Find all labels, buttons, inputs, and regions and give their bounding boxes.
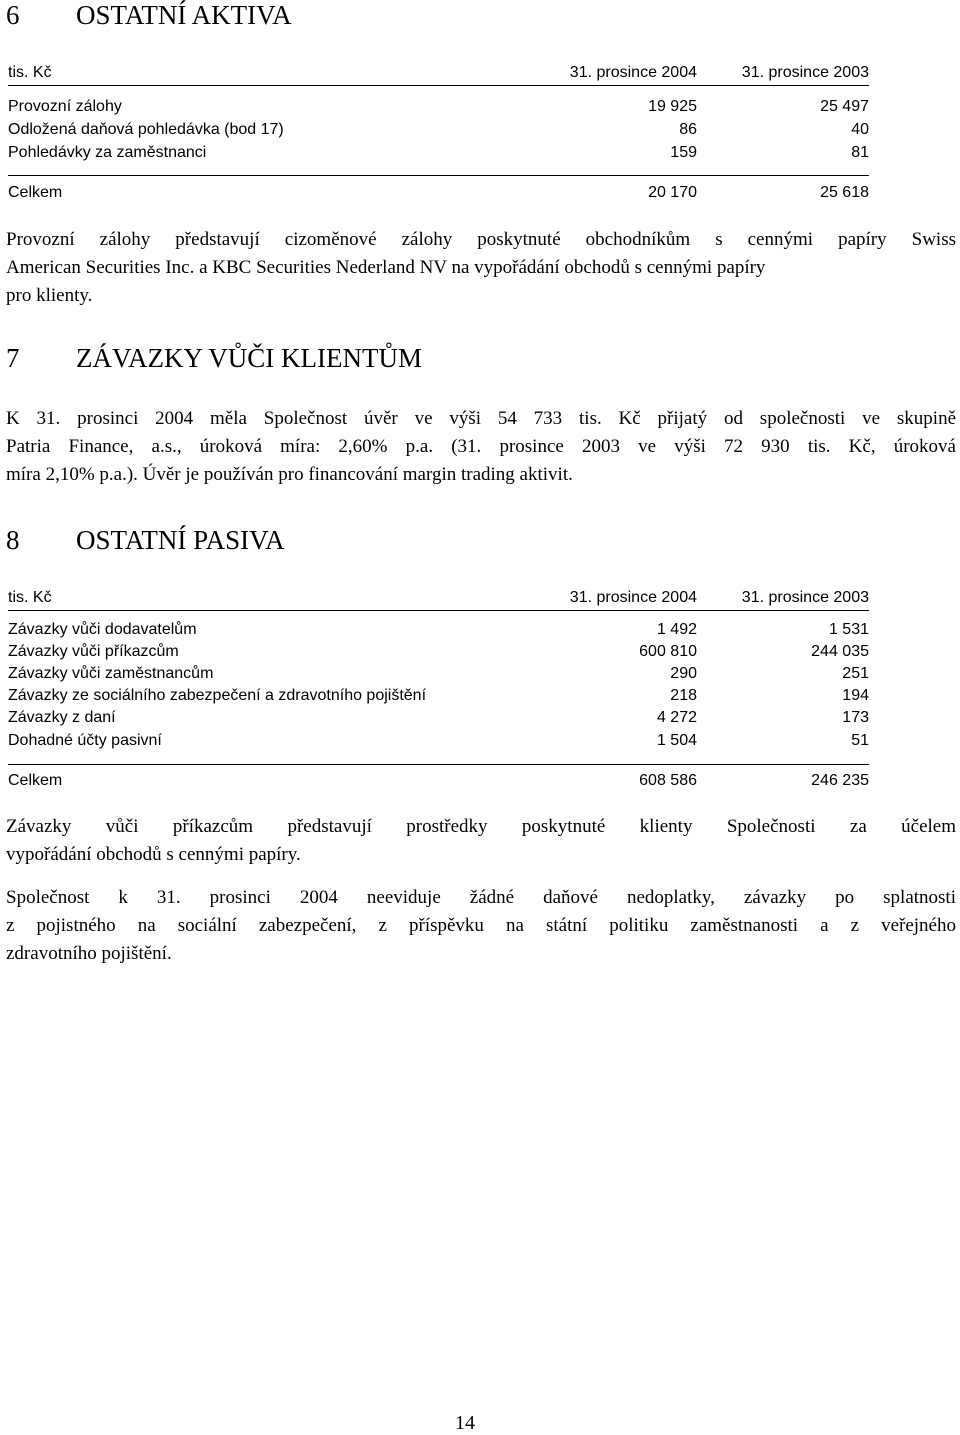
table-row: Závazky z daní 4 272 173 <box>8 709 869 726</box>
section-number: 6 <box>6 0 20 30</box>
table-header <box>8 589 869 609</box>
section-6-paragraph: Provozní zálohy představují cizoměnové zálohy poskytnuté obchodníkům s cennými papíry Swiss American Securities Inc. a KBC Securities Nederland NV na vypořádání obchodů s cennými papíry pro klienty. <box>6 229 956 306</box>
column-header-2004: 31. prosince 2004 <box>569 64 697 81</box>
section-6-heading <box>6 0 406 34</box>
section-title: OSTATNÍ AKTIVA <box>76 0 292 30</box>
table-row: Odložená daňová pohledávka (bod 17) 86 40 <box>8 121 869 138</box>
unit-label: tis. Kč <box>8 589 52 606</box>
page-number: 14 <box>455 1412 475 1434</box>
other-liabilities-table <box>8 589 869 799</box>
section-number: 7 <box>6 343 20 373</box>
table-row: Pohledávky za zaměstnanci 159 81 <box>8 144 869 161</box>
total-rule <box>8 175 869 176</box>
section-8-paragraph-2: Společnost k 31. prosinci 2004 neeviduje žádné daňové nedoplatky, závazky po splatnosti z pojistného na sociální zabezpečení, z příspěvku na státní politiku zaměstnanosti a z veřejného zdravotního pojištění. <box>6 887 956 964</box>
unit-label: tis. Kč <box>8 64 52 81</box>
section-title: ZÁVAZKY VŮČI KLIENTŮM <box>76 343 422 373</box>
column-header-2003: 31. prosince 2003 <box>741 64 869 81</box>
section-title: OSTATNÍ PASIVA <box>76 525 285 555</box>
section-8-paragraph-1: Závazky vůči příkazcům představují prostředky poskytnuté klienty Společnosti za účelem vypořádání obchodů s cennými papíry. <box>6 816 956 865</box>
table-total-row: Celkem 608 586 246 235 <box>8 772 869 789</box>
table-header <box>8 64 869 84</box>
other-assets-table <box>8 64 869 204</box>
total-rule <box>8 764 869 765</box>
column-header-2004: 31. prosince 2004 <box>569 589 697 606</box>
section-8-heading <box>6 525 506 559</box>
table-row: Závazky vůči dodavatelům 1 492 1 531 <box>8 621 869 638</box>
table-row: Dohadné účty pasivní 1 504 51 <box>8 732 869 749</box>
table-row: Závazky vůči příkazcům 600 810 244 035 <box>8 643 869 660</box>
header-rule <box>8 610 869 611</box>
table-row: Závazky vůči zaměstnancům 290 251 <box>8 665 869 682</box>
section-7-heading <box>6 343 506 377</box>
section-7-paragraph: K 31. prosinci 2004 měla Společnost úvěr ve výši 54 733 tis. Kč přijatý od společnosti ve skupině Patria Finance, a.s., úroková míra: 2,60% p.a. (31. prosince 2003 ve výši 72 930 tis. Kč, úroková míra 2,10% p.a.). Úvěr je používán pro financování margin trading aktivit. <box>6 408 956 485</box>
section-number: 8 <box>6 525 20 555</box>
table-row: Závazky ze sociálního zabezpečení a zdravotního pojištění 218 194 <box>8 687 869 704</box>
table-total-row: Celkem 20 170 25 618 <box>8 184 869 201</box>
header-rule <box>8 85 869 86</box>
column-header-2003: 31. prosince 2003 <box>741 589 869 606</box>
table-row: Provozní zálohy 19 925 25 497 <box>8 98 869 115</box>
